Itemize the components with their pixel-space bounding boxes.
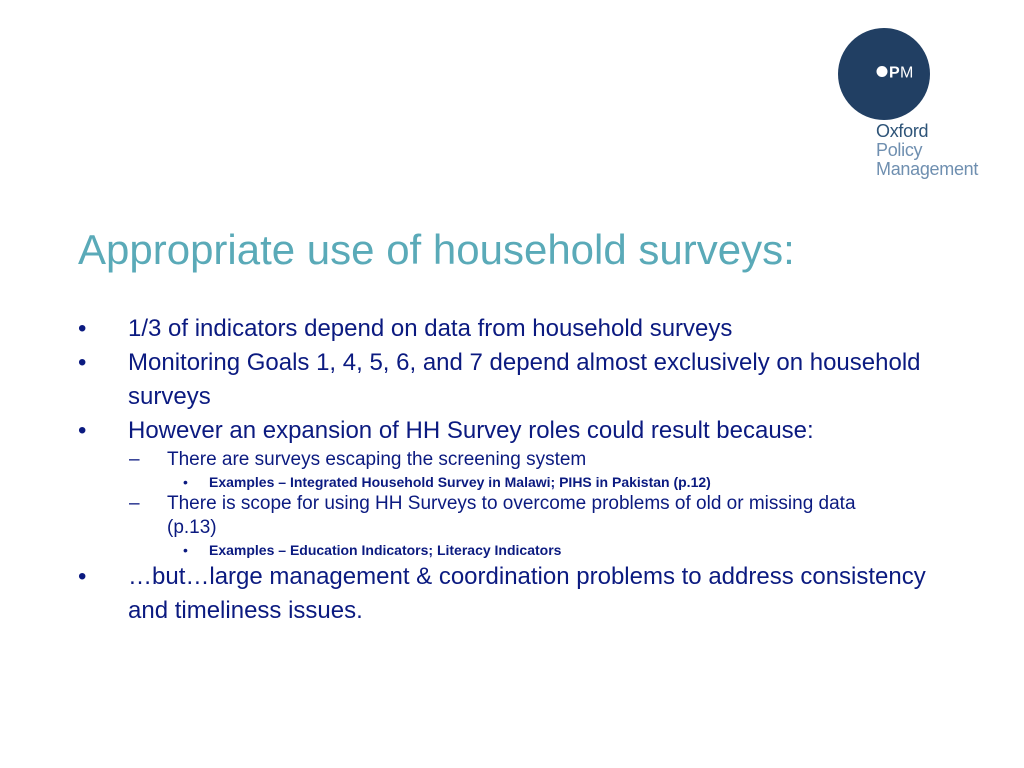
bullet-item bbox=[78, 346, 938, 414]
bullet-text: Monitoring Goals 1, 4, 5, 6, and 7 depend almost exclusively on household surveys bbox=[128, 349, 921, 410]
sub-bullet-item bbox=[129, 492, 887, 540]
bullet-text: 1/3 of indicators depend on data from household surveys bbox=[128, 315, 733, 342]
slide-title: Appropriate use of household surveys: bbox=[78, 226, 795, 273]
logo-line-policy: Policy bbox=[876, 140, 923, 160]
dash-icon: – bbox=[129, 449, 140, 470]
sub-bullet-text: There is scope for using HH Surveys to overcome problems of old or missing data (p.13) bbox=[167, 493, 856, 538]
sub-bullet-text: There are surveys escaping the screening system bbox=[167, 449, 587, 470]
sub-bullet-item bbox=[129, 448, 887, 472]
sub-sub-bullet-item bbox=[183, 472, 909, 492]
sub-sub-bullet-text: Examples – Integrated Household Survey in Malawi; PIHS in Pakistan (p.12) bbox=[209, 474, 711, 490]
bullet-item bbox=[78, 560, 938, 628]
sub-sub-bullet-item bbox=[183, 540, 909, 560]
bullet-icon: • bbox=[183, 474, 188, 490]
sub-sub-bullet-text: Examples – Education Indicators; Literacy Indicators bbox=[209, 542, 562, 558]
logo-line-management: Management bbox=[876, 159, 979, 179]
logo-line-oxford: Oxford bbox=[876, 121, 929, 141]
logo-wordmark bbox=[876, 122, 978, 179]
opm-logo bbox=[838, 28, 998, 188]
bullet-text: …but…large management & coordination problems to address consistency and timeliness issues. bbox=[128, 563, 926, 624]
slide-body bbox=[0, 312, 1024, 628]
bullet-icon: • bbox=[78, 563, 87, 590]
bullet-icon: • bbox=[78, 315, 87, 342]
opm-monogram-icon bbox=[838, 28, 930, 120]
bullet-icon: • bbox=[78, 349, 87, 376]
bullet-icon: • bbox=[78, 417, 87, 444]
bullet-text: However an expansion of HH Survey roles could result because: bbox=[128, 417, 814, 444]
svg-text:M: M bbox=[900, 64, 914, 82]
svg-text:P: P bbox=[889, 64, 900, 82]
bullet-icon: • bbox=[183, 542, 188, 558]
dash-icon: – bbox=[129, 493, 140, 514]
bullet-item bbox=[78, 312, 938, 346]
bullet-item bbox=[78, 414, 938, 448]
